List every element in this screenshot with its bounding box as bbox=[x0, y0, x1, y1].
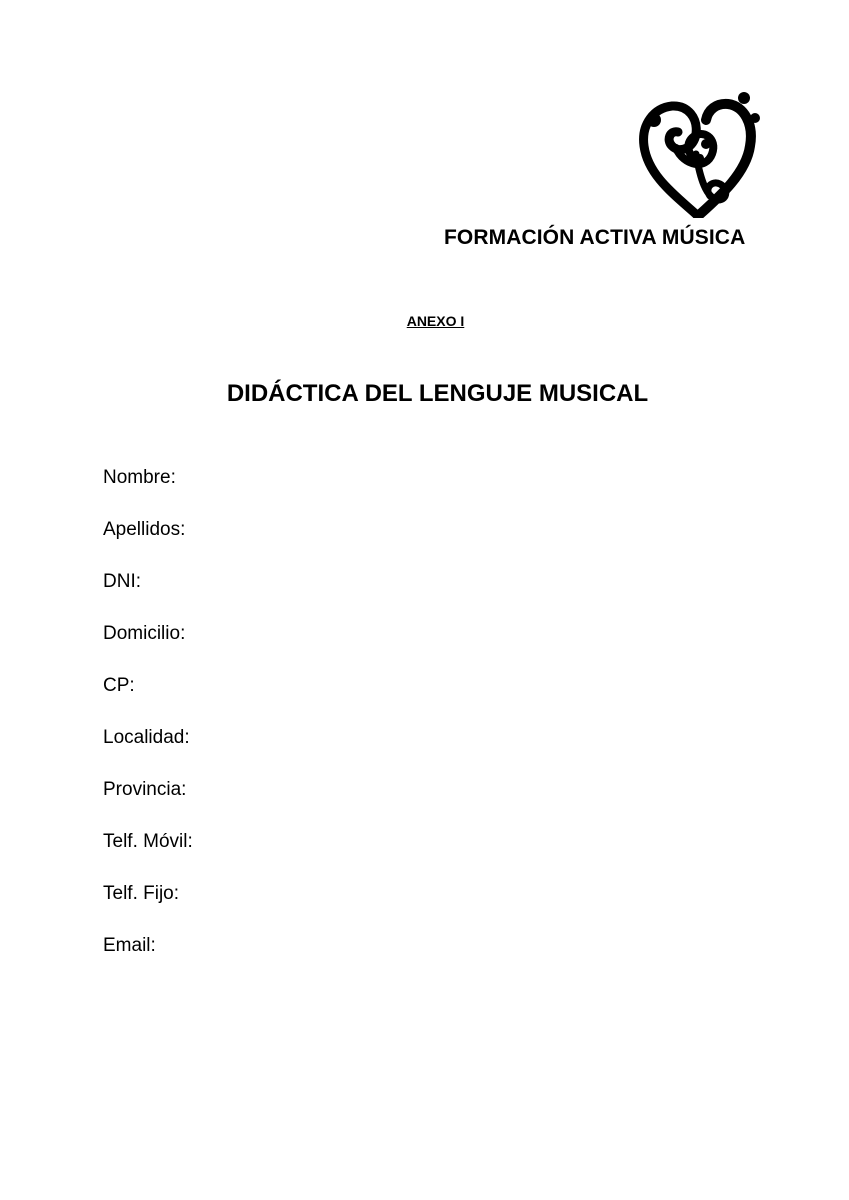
music-clef-heart-icon bbox=[636, 88, 762, 218]
field-label-telf-fijo: Telf. Fijo: bbox=[103, 883, 180, 904]
field-label-dni: DNI: bbox=[103, 571, 141, 592]
field-label-domicilio: Domicilio: bbox=[103, 623, 186, 644]
field-label-nombre: Nombre: bbox=[103, 467, 176, 488]
field-label-localidad: Localidad: bbox=[103, 727, 190, 748]
page-title: DIDÁCTICA DEL LENGUJE MUSICAL bbox=[226, 380, 649, 407]
organization-name: FORMACIÓN ACTIVA MÚSICA bbox=[444, 226, 746, 249]
annex-heading: ANEXO I bbox=[406, 313, 465, 329]
field-label-telf-movil: Telf. Móvil: bbox=[103, 831, 193, 852]
field-label-email: Email: bbox=[103, 935, 156, 956]
field-label-apellidos: Apellidos: bbox=[103, 519, 186, 540]
field-label-cp: CP: bbox=[103, 675, 135, 696]
field-label-provincia: Provincia: bbox=[103, 779, 187, 800]
registration-form bbox=[103, 465, 193, 985]
